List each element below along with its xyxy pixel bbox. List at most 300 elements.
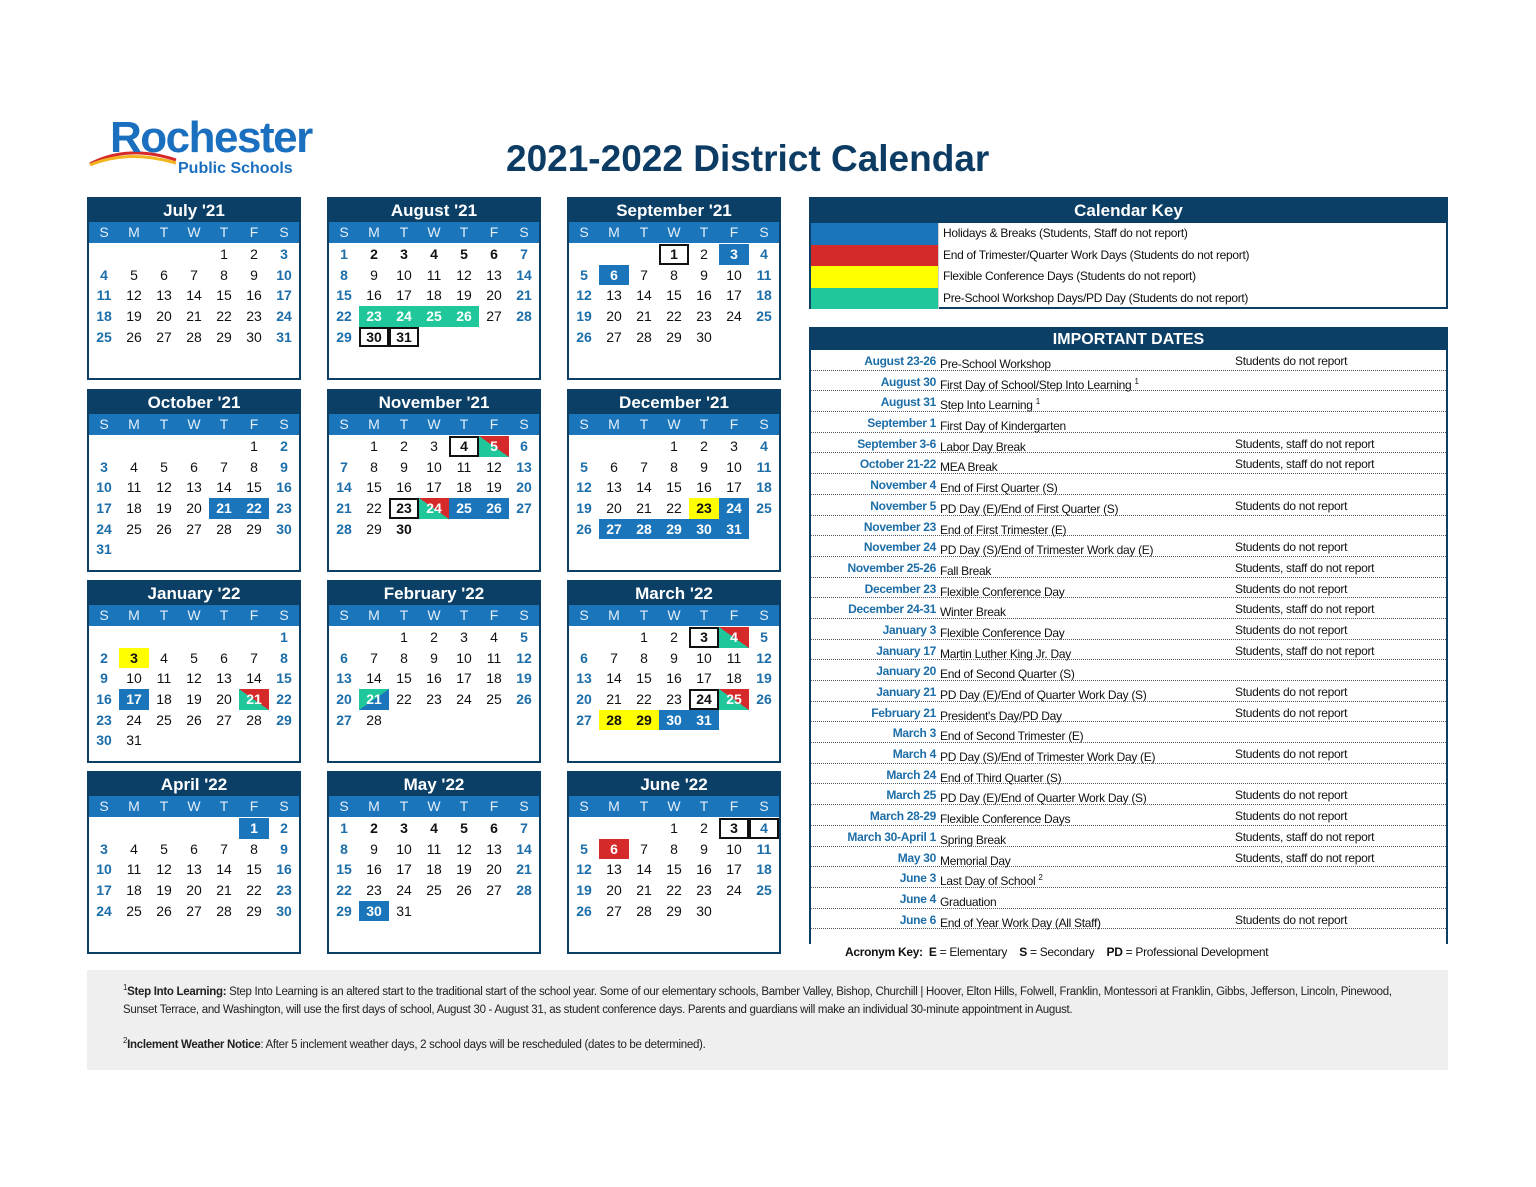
day-cell: 8 <box>340 840 348 857</box>
day-cell: 21 <box>359 689 389 710</box>
day-cell: 23 <box>359 306 389 327</box>
day-cell: 1 <box>670 820 678 836</box>
empty-cell <box>599 818 629 839</box>
day-cell: 24 <box>276 308 292 325</box>
day-cell: 17 <box>456 670 472 687</box>
event-date: December 24-31 <box>848 602 936 617</box>
weekday-label: W <box>667 224 681 240</box>
day-cell: 5 <box>479 436 509 457</box>
day-cell: 1 <box>340 246 348 262</box>
day-cell: 22 <box>666 500 682 517</box>
day-cell: 18 <box>756 479 772 496</box>
day-cell: 30 <box>689 519 719 540</box>
acronym-s-text: = Secondary <box>1029 945 1095 959</box>
event-desc-wrap <box>940 681 1235 701</box>
weekday-header <box>569 222 779 243</box>
day-cell: 15 <box>276 670 292 687</box>
event-desc-wrap <box>940 557 1235 577</box>
important-date-row <box>811 371 1446 392</box>
calendar-key <box>809 197 1448 309</box>
day-cell: 26 <box>156 902 172 919</box>
weekday-label: T <box>699 798 709 814</box>
day-cell: 6 <box>580 649 588 666</box>
day-cell: 29 <box>246 902 262 919</box>
day-cell: 4 <box>719 627 749 648</box>
day-cell: 24 <box>419 498 449 519</box>
weekday-label: W <box>187 416 201 432</box>
day-cell: 5 <box>160 840 168 857</box>
day-cell: 25 <box>486 691 502 708</box>
day-cell: 16 <box>366 861 382 878</box>
day-cell: 19 <box>456 861 472 878</box>
important-date-row <box>811 702 1446 723</box>
day-cell: 27 <box>606 902 622 919</box>
weekday-header <box>329 796 539 817</box>
day-cell: 8 <box>670 840 678 857</box>
month-title: September '21 <box>569 199 779 222</box>
event-description: First Day of Kindergarten <box>940 419 1066 434</box>
weekday-label: S <box>579 416 589 432</box>
weekday-label: T <box>399 416 409 432</box>
day-cell: 27 <box>599 519 629 540</box>
weekday-label: M <box>368 224 380 240</box>
day-cell: 17 <box>726 479 742 496</box>
event-note: Students do not report <box>1235 788 1348 803</box>
weekday-label: S <box>279 416 289 432</box>
weekday-label: T <box>639 416 649 432</box>
weekday-label: T <box>219 607 229 623</box>
day-cell: 8 <box>220 266 228 283</box>
event-description: Martin Luther King Jr. Day <box>940 646 1071 661</box>
day-cell: 27 <box>486 882 502 899</box>
weekday-label: S <box>759 416 769 432</box>
rochester-logo <box>88 113 328 180</box>
footnote-text: : After 5 inclement weather days, 2 school days will be rescheduled (dates to be determined). <box>260 1038 706 1051</box>
weekday-header <box>89 222 299 243</box>
empty-cell <box>89 818 119 839</box>
day-cell: 23 <box>689 498 719 519</box>
day-cell: 29 <box>216 328 232 345</box>
day-cell: 18 <box>96 308 112 325</box>
day-cell: 10 <box>726 840 742 857</box>
day-cell: 1 <box>400 629 408 645</box>
day-cell: 30 <box>696 328 712 345</box>
day-cell: 23 <box>366 882 382 899</box>
empty-cell <box>629 436 659 457</box>
event-desc-wrap <box>940 495 1235 515</box>
event-note <box>1235 722 1446 742</box>
day-cell: 8 <box>370 458 378 475</box>
event-desc-wrap <box>940 764 1235 784</box>
day-cell: 4 <box>490 629 498 645</box>
event-desc-wrap <box>940 391 1235 411</box>
day-cell: 20 <box>486 861 502 878</box>
day-cell: 4 <box>130 840 138 857</box>
day-cell: 26 <box>456 882 472 899</box>
empty-cell <box>119 818 149 839</box>
day-cell: 23 <box>276 500 292 517</box>
day-cell: 22 <box>366 500 382 517</box>
day-cell: 14 <box>246 670 262 687</box>
day-cell: 2 <box>370 820 378 836</box>
day-cell: 19 <box>126 308 142 325</box>
day-cell: 3 <box>400 820 408 836</box>
day-cell: 21 <box>636 500 652 517</box>
day-cell: 31 <box>396 902 412 919</box>
event-date: January 3 <box>882 622 936 637</box>
day-cell: 20 <box>216 691 232 708</box>
day-cell: 24 <box>726 308 742 325</box>
weekday-label: S <box>579 607 589 623</box>
empty-cell <box>569 818 599 839</box>
day-cell: 27 <box>186 520 202 537</box>
weekday-label: W <box>667 607 681 623</box>
day-cell: 18 <box>756 861 772 878</box>
month-march <box>567 580 781 763</box>
day-cell: 21 <box>636 882 652 899</box>
day-cell: 15 <box>216 287 232 304</box>
acronym-label: Acronym Key: <box>845 945 923 959</box>
day-cell: 1 <box>250 438 258 454</box>
weekday-label: M <box>368 416 380 432</box>
weekday-label: M <box>128 607 140 623</box>
day-cell: 29 <box>666 328 682 345</box>
day-cell: 1 <box>659 244 689 265</box>
event-desc-wrap <box>940 598 1235 618</box>
event-date: October 21-22 <box>859 457 936 472</box>
weekday-label: S <box>519 607 529 623</box>
day-cell: 25 <box>419 306 449 327</box>
day-cell: 27 <box>486 308 502 325</box>
event-desc-wrap <box>940 453 1235 473</box>
empty-cell <box>329 436 359 457</box>
empty-cell <box>89 436 119 457</box>
day-cell: 14 <box>366 670 382 687</box>
month-title: April '22 <box>89 773 299 796</box>
empty-cell <box>569 627 599 648</box>
day-cell: 3 <box>719 818 749 839</box>
important-date-row <box>811 640 1446 661</box>
important-date-row <box>811 412 1446 433</box>
day-cell: 17 <box>726 287 742 304</box>
event-description: End of Second Quarter (S) <box>940 667 1075 682</box>
important-date-row <box>811 847 1446 868</box>
important-dates <box>809 327 1448 944</box>
day-cell: 9 <box>280 840 288 857</box>
day-cell: 22 <box>336 882 352 899</box>
day-cell: 3 <box>280 246 288 262</box>
weekday-label: T <box>699 416 709 432</box>
key-row <box>811 223 1446 245</box>
key-row <box>811 266 1446 288</box>
empty-cell <box>599 244 629 265</box>
day-cell: 22 <box>239 498 269 519</box>
month-july <box>87 197 301 380</box>
day-cell: 27 <box>336 711 352 728</box>
event-description: Flexible Conference Day <box>940 584 1065 599</box>
day-cell: 5 <box>580 840 588 857</box>
weekday-label: T <box>159 416 169 432</box>
weekday-label: S <box>279 607 289 623</box>
day-cell: 17 <box>426 479 442 496</box>
day-cell: 20 <box>186 500 202 517</box>
event-date: September 1 <box>867 416 936 431</box>
important-date-row <box>811 681 1446 702</box>
day-cell: 30 <box>246 328 262 345</box>
weekday-label: M <box>608 224 620 240</box>
day-cell: 31 <box>689 710 719 731</box>
weekday-label: F <box>729 416 739 432</box>
day-cell: 30 <box>359 901 389 922</box>
day-cell: 10 <box>726 266 742 283</box>
event-desc-wrap <box>940 536 1235 556</box>
event-note: Students, staff do not report <box>1235 829 1375 844</box>
day-cell: 29 <box>276 711 292 728</box>
day-cell: 11 <box>756 266 772 283</box>
day-cell: 19 <box>576 308 592 325</box>
event-description: PD Day (E)/End of Quarter Work Day (S) <box>940 688 1147 702</box>
day-cell: 16 <box>666 670 682 687</box>
day-cell: 18 <box>126 882 142 899</box>
event-description: Flexible Conference Days <box>940 812 1071 827</box>
acronym-e-text: = Elementary <box>939 945 1008 959</box>
weekday-label: F <box>729 607 739 623</box>
event-desc-wrap <box>940 888 1235 908</box>
day-cell: 15 <box>246 861 262 878</box>
day-cell: 27 <box>516 500 532 517</box>
weekday-label: S <box>99 798 109 814</box>
event-note <box>1235 412 1446 432</box>
day-cell: 19 <box>456 287 472 304</box>
day-cell: 6 <box>340 649 348 666</box>
weekday-label: W <box>667 416 681 432</box>
day-cell: 3 <box>719 244 749 265</box>
day-cell: 17 <box>396 861 412 878</box>
day-cell: 3 <box>400 246 408 262</box>
event-description: PD Day (E)/End of First Quarter (S) <box>940 501 1119 516</box>
day-cell: 26 <box>156 520 172 537</box>
event-desc-wrap <box>940 909 1235 929</box>
empty-cell <box>569 244 599 265</box>
day-cell: 24 <box>396 882 412 899</box>
day-cell: 9 <box>370 840 378 857</box>
weekday-label: W <box>427 798 441 814</box>
weekday-label: S <box>579 224 589 240</box>
day-cell: 16 <box>696 861 712 878</box>
day-cell: 15 <box>246 479 262 496</box>
day-cell: 24 <box>689 689 719 710</box>
day-cell: 6 <box>599 265 629 286</box>
day-cell: 21 <box>606 691 622 708</box>
event-date: November 5 <box>870 498 936 513</box>
day-cell: 30 <box>276 520 292 537</box>
day-cell: 14 <box>516 266 532 283</box>
day-cell: 9 <box>100 670 108 687</box>
event-desc-wrap <box>940 660 1235 680</box>
day-cell: 1 <box>340 820 348 836</box>
weekday-label: M <box>608 416 620 432</box>
day-cell: 11 <box>96 287 112 304</box>
day-cell: 26 <box>186 711 202 728</box>
day-cell: 7 <box>340 458 348 475</box>
day-cell: 20 <box>186 882 202 899</box>
day-cell: 11 <box>156 670 172 687</box>
event-note: Students do not report <box>1235 622 1348 637</box>
weekday-label: W <box>187 798 201 814</box>
day-cell: 9 <box>280 458 288 475</box>
weekday-header <box>329 605 539 626</box>
day-cell: 14 <box>636 287 652 304</box>
empty-cell <box>179 818 209 839</box>
month-august <box>327 197 541 380</box>
empty-cell <box>599 436 629 457</box>
day-cell: 31 <box>276 328 292 345</box>
day-cell: 1 <box>670 438 678 454</box>
key-label: Pre-School Workshop Days/PD Day (Students do not report) <box>938 288 1248 310</box>
event-note <box>1235 391 1446 411</box>
day-cell: 14 <box>516 840 532 857</box>
day-cell: 19 <box>186 691 202 708</box>
day-cell: 16 <box>696 287 712 304</box>
event-date: August 31 <box>880 395 936 410</box>
weekday-label: T <box>159 224 169 240</box>
day-cell: 16 <box>396 479 412 496</box>
important-dates-title: IMPORTANT DATES <box>811 329 1446 350</box>
important-date-row <box>811 764 1446 785</box>
event-desc-wrap <box>940 867 1235 887</box>
day-cell: 26 <box>126 328 142 345</box>
day-cell: 11 <box>756 840 772 857</box>
day-cell: 27 <box>186 902 202 919</box>
event-date: June 6 <box>899 912 936 927</box>
footnote-title: Step Into Learning: <box>127 985 227 998</box>
day-cell: 28 <box>629 519 659 540</box>
event-description: PD Day (S)/End of Trimester Work Day (E) <box>940 750 1156 765</box>
day-cell: 12 <box>576 479 592 496</box>
day-cell: 4 <box>760 246 768 262</box>
day-cell: 9 <box>370 266 378 283</box>
day-cell: 3 <box>460 629 468 645</box>
day-cell: 6 <box>490 246 498 262</box>
day-cell: 12 <box>186 670 202 687</box>
event-desc-wrap <box>940 474 1235 494</box>
day-cell: 15 <box>666 861 682 878</box>
day-cell: 19 <box>576 500 592 517</box>
weekday-label: T <box>459 607 469 623</box>
month-title: May '22 <box>329 773 539 796</box>
day-cell: 22 <box>276 691 292 708</box>
day-cell: 13 <box>516 458 532 475</box>
day-cell: 28 <box>246 711 262 728</box>
day-cell: 15 <box>336 861 352 878</box>
day-cell: 2 <box>700 438 708 454</box>
weekday-label: S <box>519 416 529 432</box>
event-desc-wrap <box>940 578 1235 598</box>
event-description: Winter Break <box>940 605 1006 620</box>
weekday-label: T <box>219 224 229 240</box>
event-description: End of Second Trimester (E) <box>940 729 1084 744</box>
day-cell: 19 <box>486 479 502 496</box>
day-cell: 11 <box>426 266 442 283</box>
day-cell: 31 <box>389 327 419 348</box>
day-cell: 20 <box>576 691 592 708</box>
day-cell: 5 <box>460 246 468 262</box>
important-date-row <box>811 578 1446 599</box>
day-cell: 6 <box>190 458 198 475</box>
day-cell: 17 <box>119 689 149 710</box>
event-date: March 3 <box>892 726 936 741</box>
event-note: Students, staff do not report <box>1235 457 1375 472</box>
event-desc-wrap <box>940 412 1235 432</box>
weekday-label: T <box>399 798 409 814</box>
weekday-label: M <box>368 607 380 623</box>
day-cell: 28 <box>636 328 652 345</box>
day-cell: 13 <box>186 479 202 496</box>
day-cell: 13 <box>186 861 202 878</box>
important-date-row <box>811 826 1446 847</box>
day-cell: 6 <box>520 438 528 454</box>
day-cell: 25 <box>126 520 142 537</box>
day-cell: 9 <box>700 266 708 283</box>
day-cell: 21 <box>186 308 202 325</box>
weekday-label: T <box>399 607 409 623</box>
day-cell: 26 <box>516 691 532 708</box>
event-description: PD Day (E)/End of Quarter Work Day (S) <box>940 791 1147 806</box>
day-cell: 28 <box>216 902 232 919</box>
important-date-row <box>811 453 1446 474</box>
day-cell: 22 <box>636 691 652 708</box>
acronym-pd-text: = Professional Development <box>1125 945 1269 959</box>
day-cell: 8 <box>340 266 348 283</box>
day-cell: 5 <box>520 629 528 645</box>
key-swatch <box>811 266 938 288</box>
day-cell: 13 <box>156 287 172 304</box>
acronym-e: E <box>928 945 937 959</box>
day-cell: 12 <box>126 287 142 304</box>
weekday-label: M <box>368 798 380 814</box>
important-date-row <box>811 888 1446 909</box>
day-cell: 15 <box>666 479 682 496</box>
weekday-label: T <box>459 798 469 814</box>
weekday-header <box>329 414 539 435</box>
day-cell: 11 <box>456 458 472 475</box>
event-description: End of First Trimester (E) <box>940 522 1067 537</box>
month-november <box>327 389 541 572</box>
weekday-label: F <box>489 607 499 623</box>
event-date: August 30 <box>880 374 936 389</box>
event-note <box>1235 660 1446 680</box>
important-date-row <box>811 743 1446 764</box>
day-cell: 20 <box>336 691 352 708</box>
key-swatch <box>811 288 938 310</box>
weekday-label: S <box>99 607 109 623</box>
day-cell: 24 <box>96 902 112 919</box>
day-cell: 29 <box>629 710 659 731</box>
day-cell: 9 <box>430 649 438 666</box>
weekday-label: S <box>279 224 289 240</box>
day-cell: 13 <box>606 861 622 878</box>
empty-cell <box>629 244 659 265</box>
day-cell: 19 <box>756 670 772 687</box>
day-cell: 2 <box>400 438 408 454</box>
empty-cell <box>599 627 629 648</box>
day-cell: 25 <box>756 308 772 325</box>
day-cell: 15 <box>636 670 652 687</box>
important-date-row <box>811 598 1446 619</box>
important-date-row <box>811 433 1446 454</box>
empty-cell <box>119 244 149 265</box>
day-cell: 24 <box>96 520 112 537</box>
